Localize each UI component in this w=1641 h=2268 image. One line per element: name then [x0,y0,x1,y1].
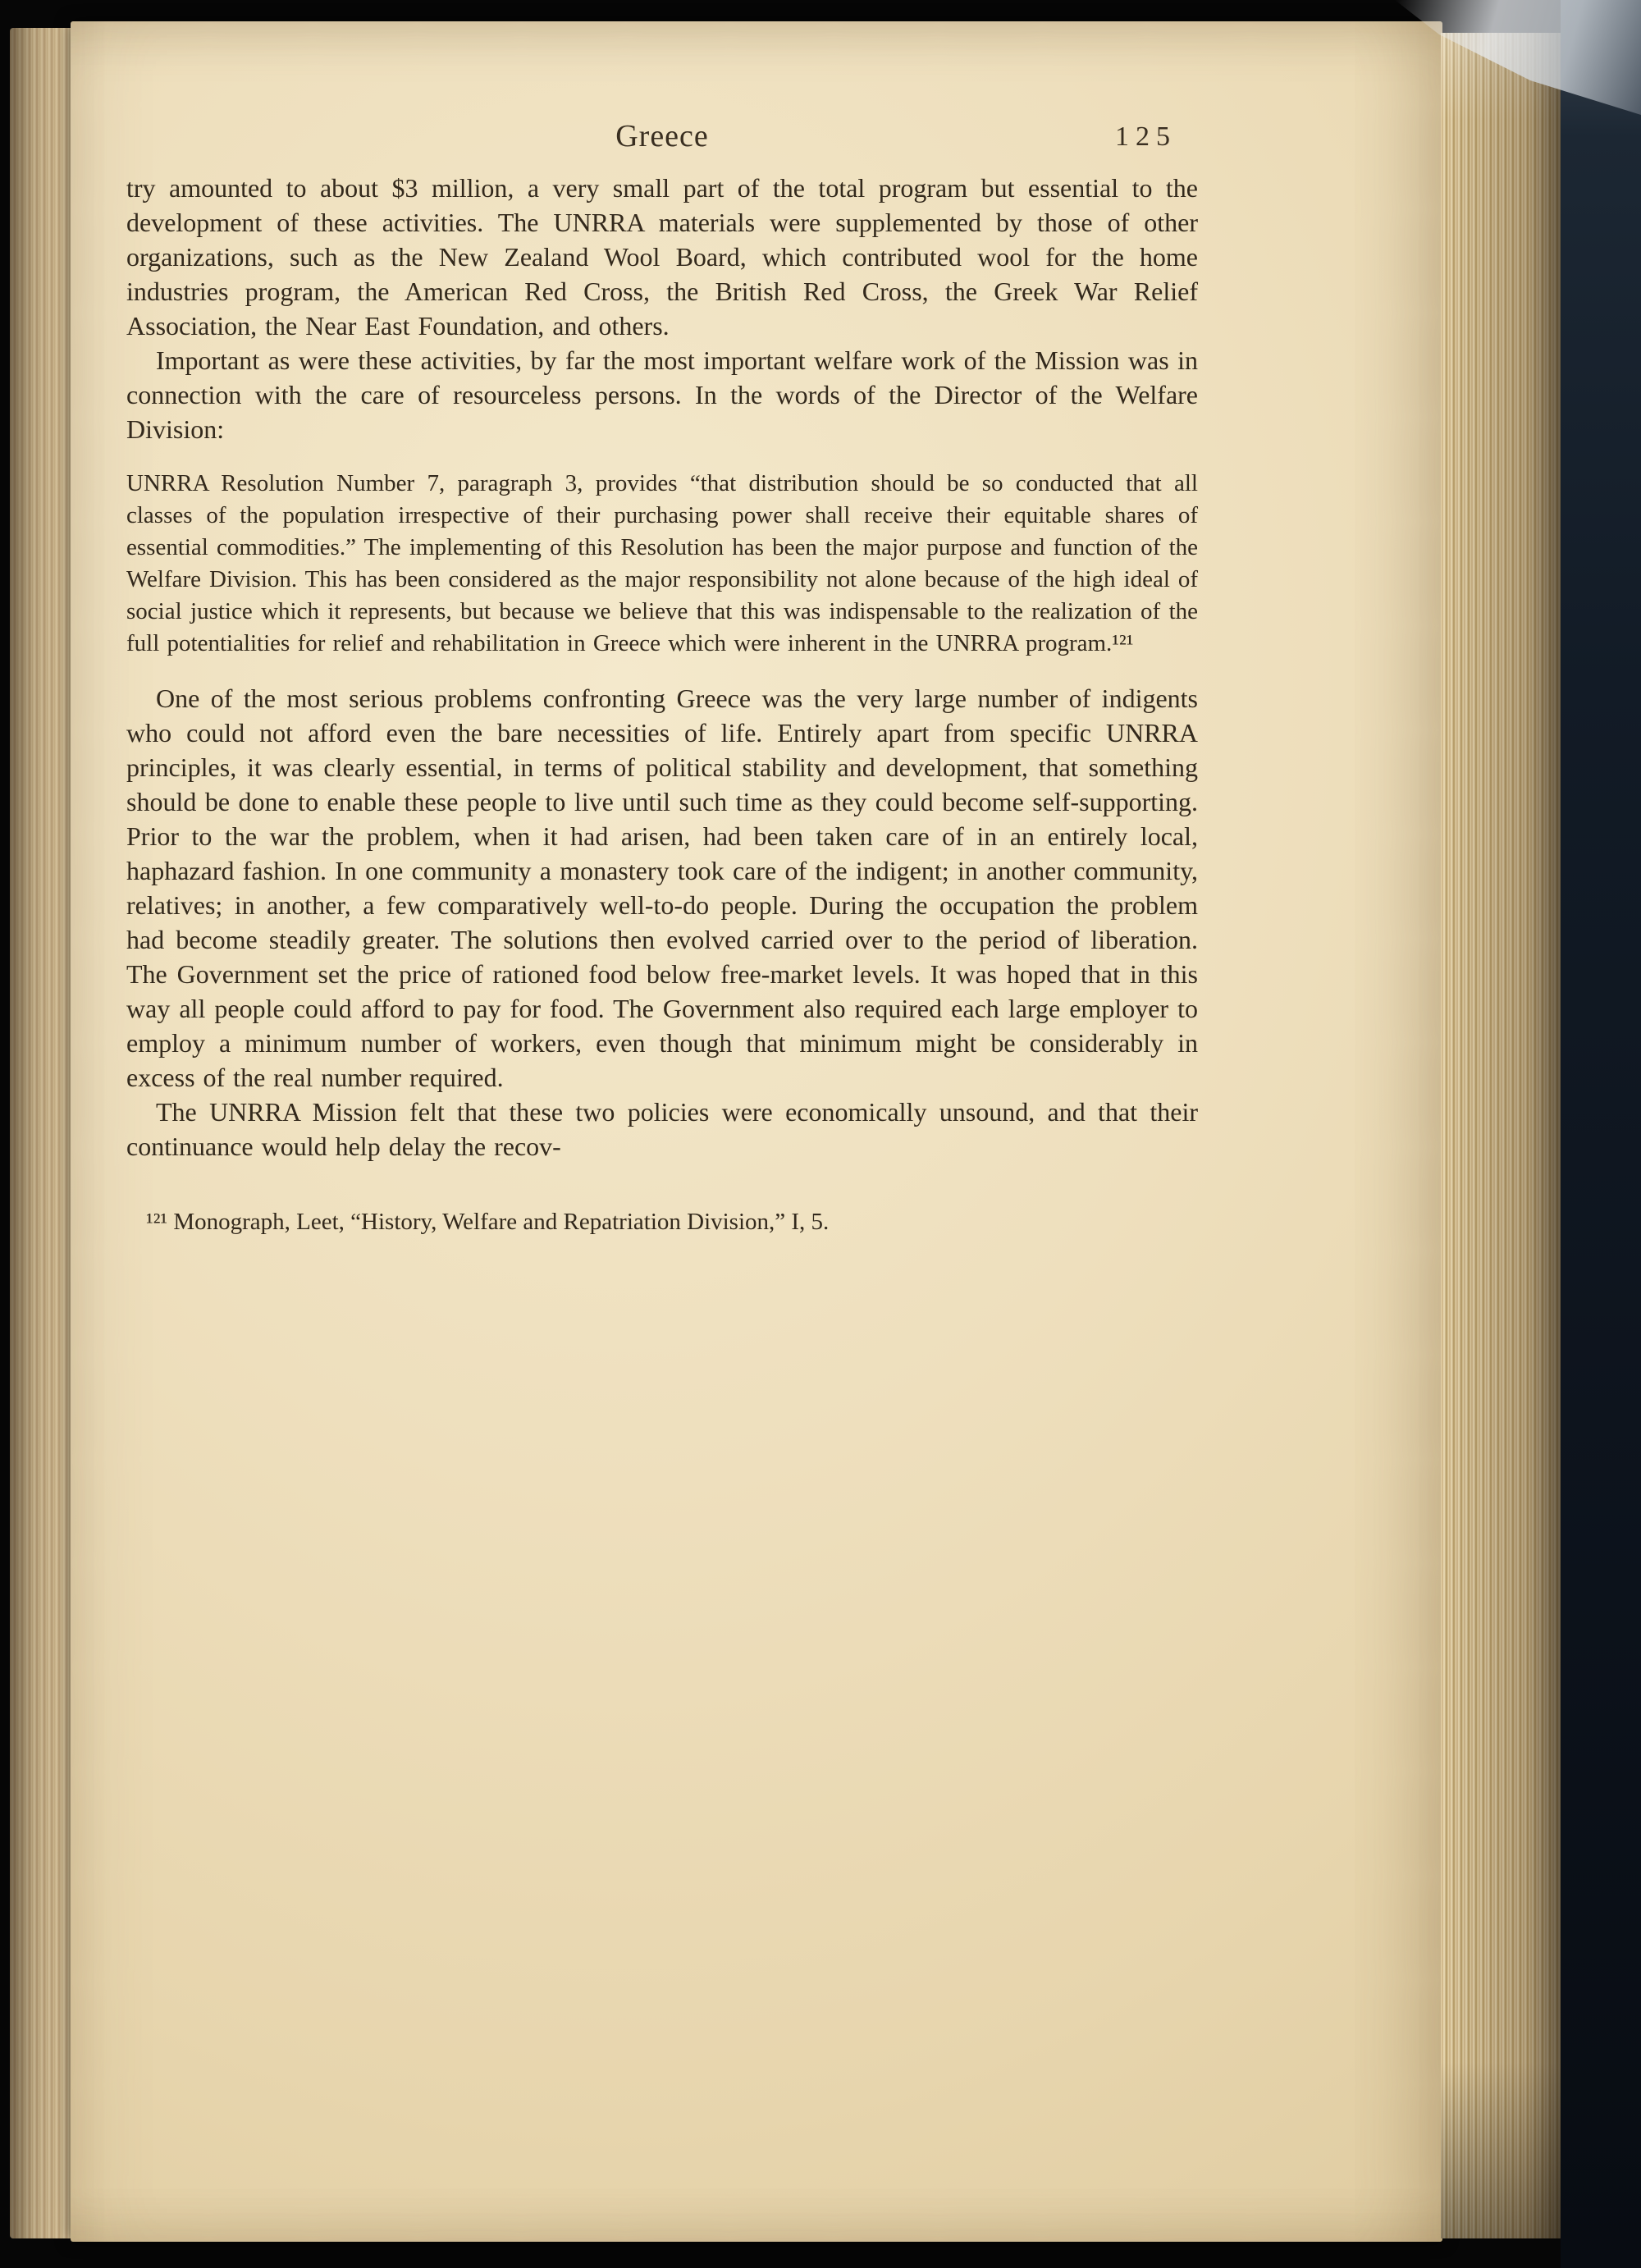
running-head: Greece [615,119,709,153]
paragraph: try amounted to about $3 million, a very small part of the total program but essential to the development of these activities. The UNRRA materials were supplemented by those of other organizations, such as the New Zealand Wool Board, which contributed wool for the home industries program, the American Red Cross, the British Red Cross, the Greek War Relief Association, the Near East Foundation, and others. [126,173,1198,341]
left-page-edges [10,28,71,2238]
paragraph: The UNRRA Mission felt that these two policies were economically unsound, and that their continuance would help delay the recov- [126,1097,1198,1161]
page-number: 125 [1115,121,1177,152]
right-page-edges [1441,33,1566,2238]
block-quote: UNRRA Resolution Number 7, paragraph 3, provides “that distribution should be so conducted that all classes of the population irrespective of their purchasing power shall receive their equitable shares of essential commodities.” The implementing of this Resolution has been the major purpose and function of the Welfare Division. This has been considered as the major responsibility not alone because of the high ideal of social justice which it represents, but because we believe that this was indispensable to the realization of the full potentialities for relief and rehabilitation in Greece which were inherent in the UNRRA program.¹²¹ [126,470,1198,656]
book-cover [1561,0,1641,2268]
page-text-block [126,118,1198,1237]
paragraph: Important as were these activities, by far the most important welfare work of the Mission was in connection with the care of resourceless persons. In the words of the Director of the Welfare Division: [126,345,1198,444]
page-header [126,118,1198,158]
book-page [71,21,1442,2242]
footnote: ¹²¹ Monograph, Leet, “History, Welfare and Repatriation Division,” I, 5. [146,1209,830,1235]
paragraph: One of the most serious problems confronting Greece was the very large number of indigents who could not afford even the bare necessities of life. Entirely apart from specific UNRRA principles, it was clearly essential, in terms of political stability and development, that something should be done to enable these people to live until such time as they could become self-supporting. Prior to the war the problem, when it had arisen, had been taken care of in an entirely local, haphazard fashion. In one community a monastery took care of the indigent; in another community, relatives; in another, a few comparatively well-to-do people. During the occupation the problem had become steadily greater. The solutions then evolved carried over to the period of liberation. The Government set the price of rationed food below free-market levels. It was hoped that in this way all people could afford to pay for food. The Government also required each large employer to employ a minimum number of workers, even though that minimum might be considerably in excess of the real number required. [126,684,1198,1092]
